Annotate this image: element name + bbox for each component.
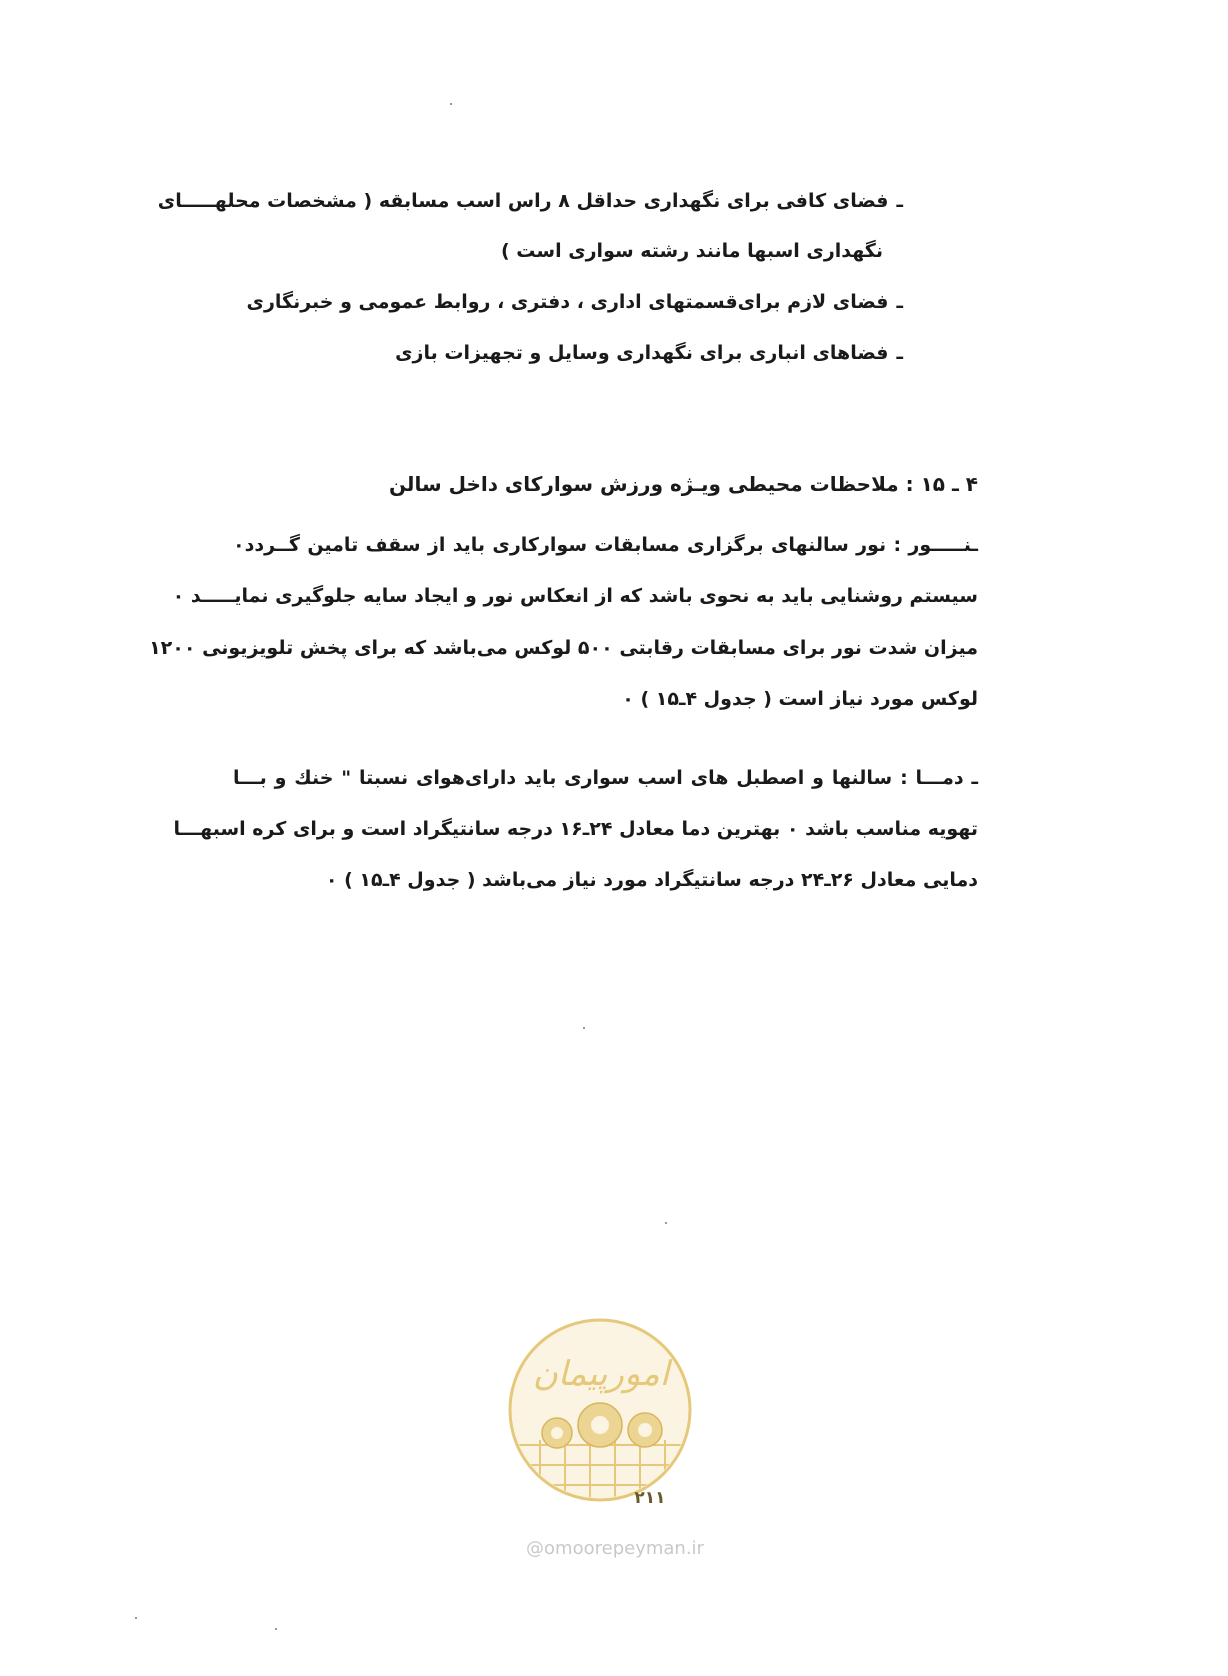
section-heading: ۴ ـ ۱۵ : ملاحظات محیطی ویـژه ورزش سوارکای داخل سالن — [388, 472, 978, 496]
bullet-item-1-line-2: نگهداری اسبها مانند رشته سواری است ) — [500, 240, 883, 262]
scan-speck — [450, 103, 452, 105]
paragraph-light-line-1: ـنـــــور : نور سالنهای برگزاری مسابقات سوارکاری باید از سقف تامین گــردد۰ — [233, 534, 978, 556]
bullet-item-3: ـفضاهای انباری برای نگهداری وسایل و تجهیزات بازی — [395, 342, 903, 364]
bullet-item-2: ـفضای لازم برای‌قسمتهای اداری ، دفتری ، روابط عمومی و خبرنگاری — [246, 291, 903, 313]
page-number: ۲۱۱ — [634, 1488, 666, 1508]
seal-logo-text: امورپیمان — [532, 1354, 670, 1394]
scan-speck — [583, 1027, 585, 1029]
scan-speck — [135, 1617, 137, 1619]
scan-speck — [665, 1222, 667, 1224]
paragraph-light-line-4: لوکس مورد نیاز است ( جدول ۴ـ۱۵ ) ۰ — [622, 688, 978, 710]
bullet-item-1-line-1: ـفضای کافی برای نگهداری حداقل ۸ راس اسب مسابقه ( مشخصات محلهـــــای — [157, 190, 903, 212]
paragraph-light-line-3: میزان شدت نور برای مسابقات رقابتی ۵۰۰ لوکس می‌باشد که برای پخش تلویزیونی ۱۲۰۰ — [149, 637, 978, 659]
paragraph-light-line-2: سیستم روشنایی باید به نحوی باشد که از انعکاس نور و ایجاد سایه جلوگیری نمایـــــد ۰ — [172, 585, 978, 607]
website-watermark: @omoorepeyman.ir — [526, 1538, 704, 1559]
bullet-dash: ـ — [896, 291, 903, 313]
bullet-dash: ـ — [896, 342, 903, 364]
paragraph-temperature-line-3: دمایی معادل ۲۶ـ۲۴ درجه سانتیگراد مورد نیاز می‌باشد ( جدول ۴ـ۱۵ ) ۰ — [325, 869, 978, 891]
paragraph-temperature-line-1: ـ دمـــا : سالنها و اصطبل های اسب سواری باید دارای‌هوای نسبتا " خنك و بـــا — [233, 767, 978, 789]
bullet-dash: ـ — [896, 190, 903, 212]
scan-speck — [275, 1628, 277, 1630]
omoorepeyman-seal-logo — [505, 1315, 695, 1505]
paragraph-temperature-line-2: تهویه مناسب باشد ۰ بهترین دما معادل ۲۴ـ۱۶ درجه سانتیگراد است و برای کره اسبهـــا — [173, 818, 978, 840]
